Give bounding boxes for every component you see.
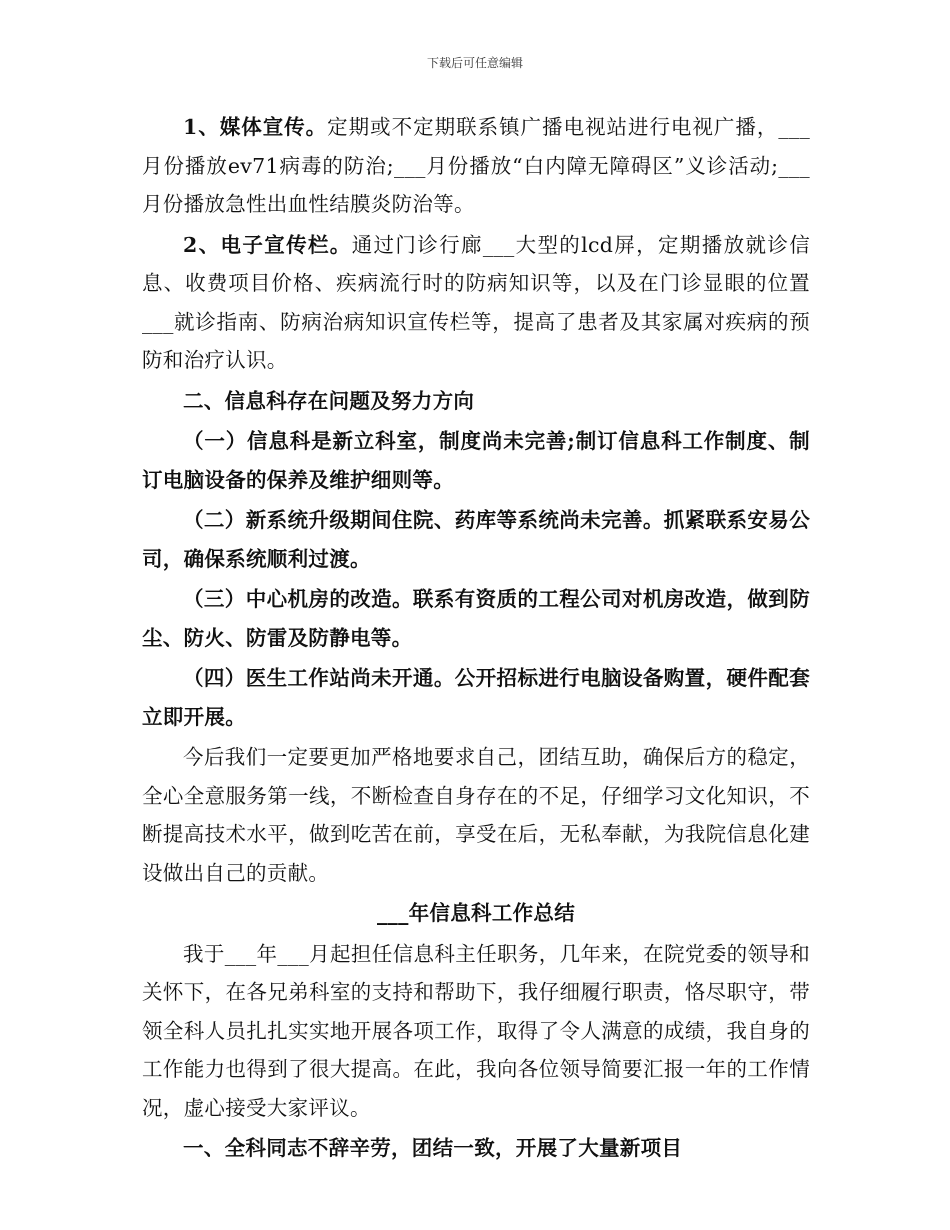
paragraph-text: 通过门诊行廊___大型的lcd屏，定期播放就诊信息、收费项目价格、疾病流行时的防病知识等，以及在门诊显眼的位置___就诊指南、防病治病知识宣传栏等，提高了患者及其家属对疾病的预防和治疗认识。 — [142, 232, 811, 372]
paragraph-future: 今后我们一定要更加严格地要求自己，团结互助，确保后方的稳定，全心全意服务第一线，不断检查自身存在的不足，仔细学习文化知识，不断提高技术水平，做到吃苦在前，享受在后，无私奉献，为我院信息化建设做出自己的贡献。 — [142, 745, 810, 885]
paragraph-intro: 我于___年___月起担任信息科主任职务，几年来，在院党委的领导和关怀下，在各兄弟科室的支持和帮助下，我仔细履行职责，恪尽职守，带领全科人员扎扎实实地开展各项工作，取得了令人满意的成绩，我自身的工作能力也得到了很大提高。在此，我向各位领导简要汇报一年的工作情况，虚心接受大家评议。 — [142, 941, 810, 1120]
section-heading-problems: 二、信息科存在问题及努力方向 — [183, 388, 475, 413]
paragraph-text: 定期或不定期联系镇广播电视站进行电视广播，___月份播放ev71病毒的防治;___月份播放“白内障无障碍区”义诊活动;___月份播放急性出血性结膜炎防治等。 — [142, 115, 810, 216]
paragraph-lead: 2、电子宣传栏。 — [183, 232, 352, 257]
paragraph-electronic-board — [142, 226, 810, 380]
section-heading-new-projects: 一、全科同志不辞辛劳，团结一致，开展了大量新项目 — [183, 1136, 683, 1160]
paragraph-media-publicity — [142, 108, 810, 224]
paragraph-lead: 1、媒体宣传。 — [183, 115, 328, 139]
page-header: 下载后可任意编辑 — [426, 56, 523, 70]
item-four: （四）医生工作站尚未开通。公开招标进行电脑设备购置，硬件配套立即开展。 — [142, 666, 810, 729]
item-two: （二）新系统升级期间住院、药库等系统尚未完善。抓紧联系安易公司，确保系统顺利过渡。 — [142, 508, 810, 571]
document-body — [142, 108, 810, 1168]
document-title: ___年信息科工作总结 — [376, 901, 576, 925]
item-one: （一）信息科是新立科室，制度尚未完善;制订信息科工作制度、制订电脑设备的保养及维护细则等。 — [142, 429, 810, 492]
item-three: （三）中心机房的改造。联系有资质的工程公司对机房改造，做到防尘、防火、防雷及防静电等。 — [142, 587, 810, 650]
